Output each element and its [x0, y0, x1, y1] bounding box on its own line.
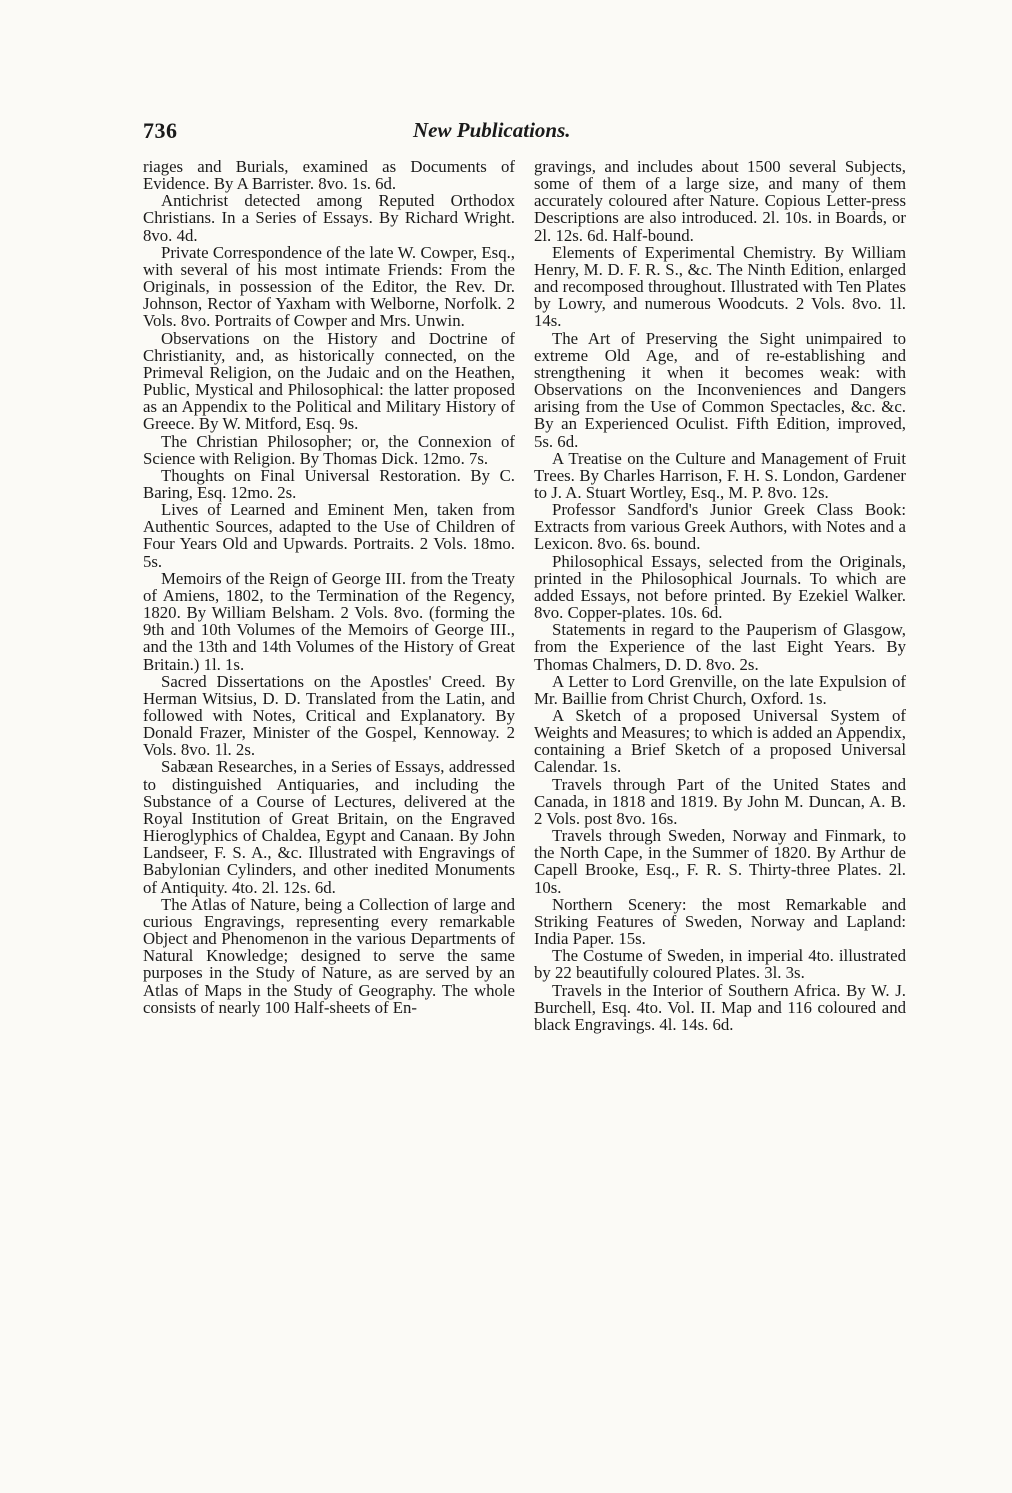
- list-item: Observations on the History and Doctrine of Christianity, and, as historically connected, on the Primeval Religion, on the Judaic and on the Heathen, Public, Mystical and Philosophical: the latter proposed as an Appendix to the Political and Military History of Greece. By W. Mitford, Esq. 9s.: [143, 328, 515, 434]
- list-item: Statements in regard to the Pauperism of Glasgow, from the Experience of the last Eight Years. By Thomas Chalmers, D. D. 8vo. 2s.: [534, 620, 906, 674]
- page-header: [143, 118, 903, 148]
- list-item: The Christian Philosopher; or, the Connexion of Science with Religion. By Thomas Dick. 12mo. 7s.: [143, 431, 515, 468]
- list-item: Lives of Learned and Eminent Men, taken from Authentic Sources, adapted to the Use of Children of Four Years Old and Upwards. Portraits. 2 Vols. 18mo. 5s.: [143, 500, 515, 571]
- list-item: The Atlas of Nature, being a Collection of large and curious Engravings, representing every remarkable Object and Phenomenon in the various Departments of Natural Knowledge; designed to serve the same purposes in the Study of Nature, as are served by an Atlas of Maps in the Study of Geography. The whole consists of nearly 100 Half-sheets of En-: [143, 894, 515, 1017]
- list-item: gravings, and includes about 1500 several Subjects, some of them of a large size, and many of them accurately coloured after Nature. Copious Letter-press Descriptions are also introduced. 2l. 10s. in Boards, or 2l. 12s. 6d. Half-bound.: [534, 157, 906, 245]
- list-item: Philosophical Essays, selected from the Originals, printed in the Philosophical Journals. To which are added Essays, not before printed. By Ezekiel Walker. 8vo. Copper-plates. 10s. 6d.: [534, 551, 906, 623]
- list-item: Thoughts on Final Universal Restoration. By C. Baring, Esq. 12mo. 2s.: [143, 465, 515, 502]
- list-item: The Costume of Sweden, in imperial 4to. illustrated by 22 beautifully coloured Plates. 3l. 3s.: [534, 946, 906, 983]
- page-number: 736: [143, 118, 178, 143]
- list-item: A Treatise on the Culture and Management of Fruit Trees. By Charles Harrison, F. H. S. London, Gardener to J. A. Stuart Wortley, Esq., M. P. 8vo. 12s.: [534, 448, 906, 502]
- list-item: riages and Burials, examined as Documents of Evidence. By A Barrister. 8vo. 1s. 6d.: [143, 157, 515, 194]
- list-item: Northern Scenery: the most Remarkable and Striking Features of Sweden, Norway and Lapland: India Paper. 15s.: [534, 894, 906, 949]
- list-item: Private Correspondence of the late W. Cowper, Esq., with several of his most intimate Friends: From the Originals, in possession of the Editor, the Rev. Dr. Johnson, Rector of Yaxham with Welborne, Norfolk. 2 Vols. 8vo. Portraits of Cowper and Mrs. Unwin.: [143, 242, 515, 331]
- list-item: Elements of Experimental Chemistry. By William Henry, M. D. F. R. S., &c. The Ninth Edition, enlarged and recomposed throughout. Illustrated with Ten Plates by Lowry, and numerous Woodcuts. 2 Vols. 8vo. 1l. 14s.: [534, 242, 906, 331]
- right-column: [534, 158, 906, 1033]
- list-item: Travels through Sweden, Norway and Finmark, to the North Cape, in the Summer of 1820. By Arthur de Capell Brooke, Esq., F. R. S. Thirty-three Plates. 2l. 10s.: [534, 826, 906, 897]
- list-item: Professor Sandford's Junior Greek Class Book: Extracts from various Greek Authors, with Notes and a Lexicon. 8vo. 6s. bound.: [534, 500, 906, 554]
- list-item: Travels through Part of the United States and Canada, in 1818 and 1819. By John M. Duncan, A. B. 2 Vols. post 8vo. 16s.: [534, 774, 906, 828]
- list-item: Sacred Dissertations on the Apostles' Creed. By Herman Witsius, D. D. Translated from the Latin, and followed with Notes, Critical and Explanatory. By Donald Frazer, Minister of the Gospel, Kennoway. 2 Vols. 8vo. 1l. 2s.: [143, 671, 515, 760]
- list-item: Sabæan Researches, in a Series of Essays, addressed to distinguished Antiquaries, and including the Substance of a Course of Lectures, delivered at the Royal Institution of Great Britain, on the Engraved Hieroglyphics of Chaldea, Egypt and Canaan. By John Landseer, F. S. A., &c. Illustrated with Engravings of Babylonian Cylinders, and other inedited Monuments of Antiquity. 4to. 2l. 12s. 6d.: [143, 757, 515, 897]
- list-item: Travels in the Interior of Southern Africa. By W. J. Burchell, Esq. 4to. Vol. II. Map and 116 coloured and black Engravings. 4l. 14s. 6d.: [534, 980, 906, 1034]
- list-item: A Letter to Lord Grenville, on the late Expulsion of Mr. Baillie from Christ Church, Oxford. 1s.: [534, 671, 906, 708]
- list-item: The Art of Preserving the Sight unimpaired to extreme Old Age, and of re-establishing and strengthening it when it becomes weak: with Observations on the Inconveniences and Dangers arising from the Use of Common Spectacles, &c. &c. By an Experienced Oculist. Fifth Edition, improved, 5s. 6d.: [534, 328, 906, 451]
- list-item: A Sketch of a proposed Universal System of Weights and Measures; to which is added an Appendix, containing a Brief Sketch of a proposed Universal Calendar. 1s.: [534, 706, 906, 777]
- list-item: Antichrist detected among Reputed Orthodox Christians. In a Series of Essays. By Richard Wright. 8vo. 4d.: [143, 191, 515, 245]
- list-item: Memoirs of the Reign of George III. from the Treaty of Amiens, 1802, to the Termination of the Regency, 1820. By William Belsham. 2 Vols. 8vo. (forming the 9th and 10th Volumes of the Memoirs of George III., and the 13th and 14th Volumes of the History of Great Britain.) 1l. 1s.: [143, 568, 515, 674]
- left-column: [143, 158, 515, 1016]
- running-title: New Publications.: [413, 118, 571, 142]
